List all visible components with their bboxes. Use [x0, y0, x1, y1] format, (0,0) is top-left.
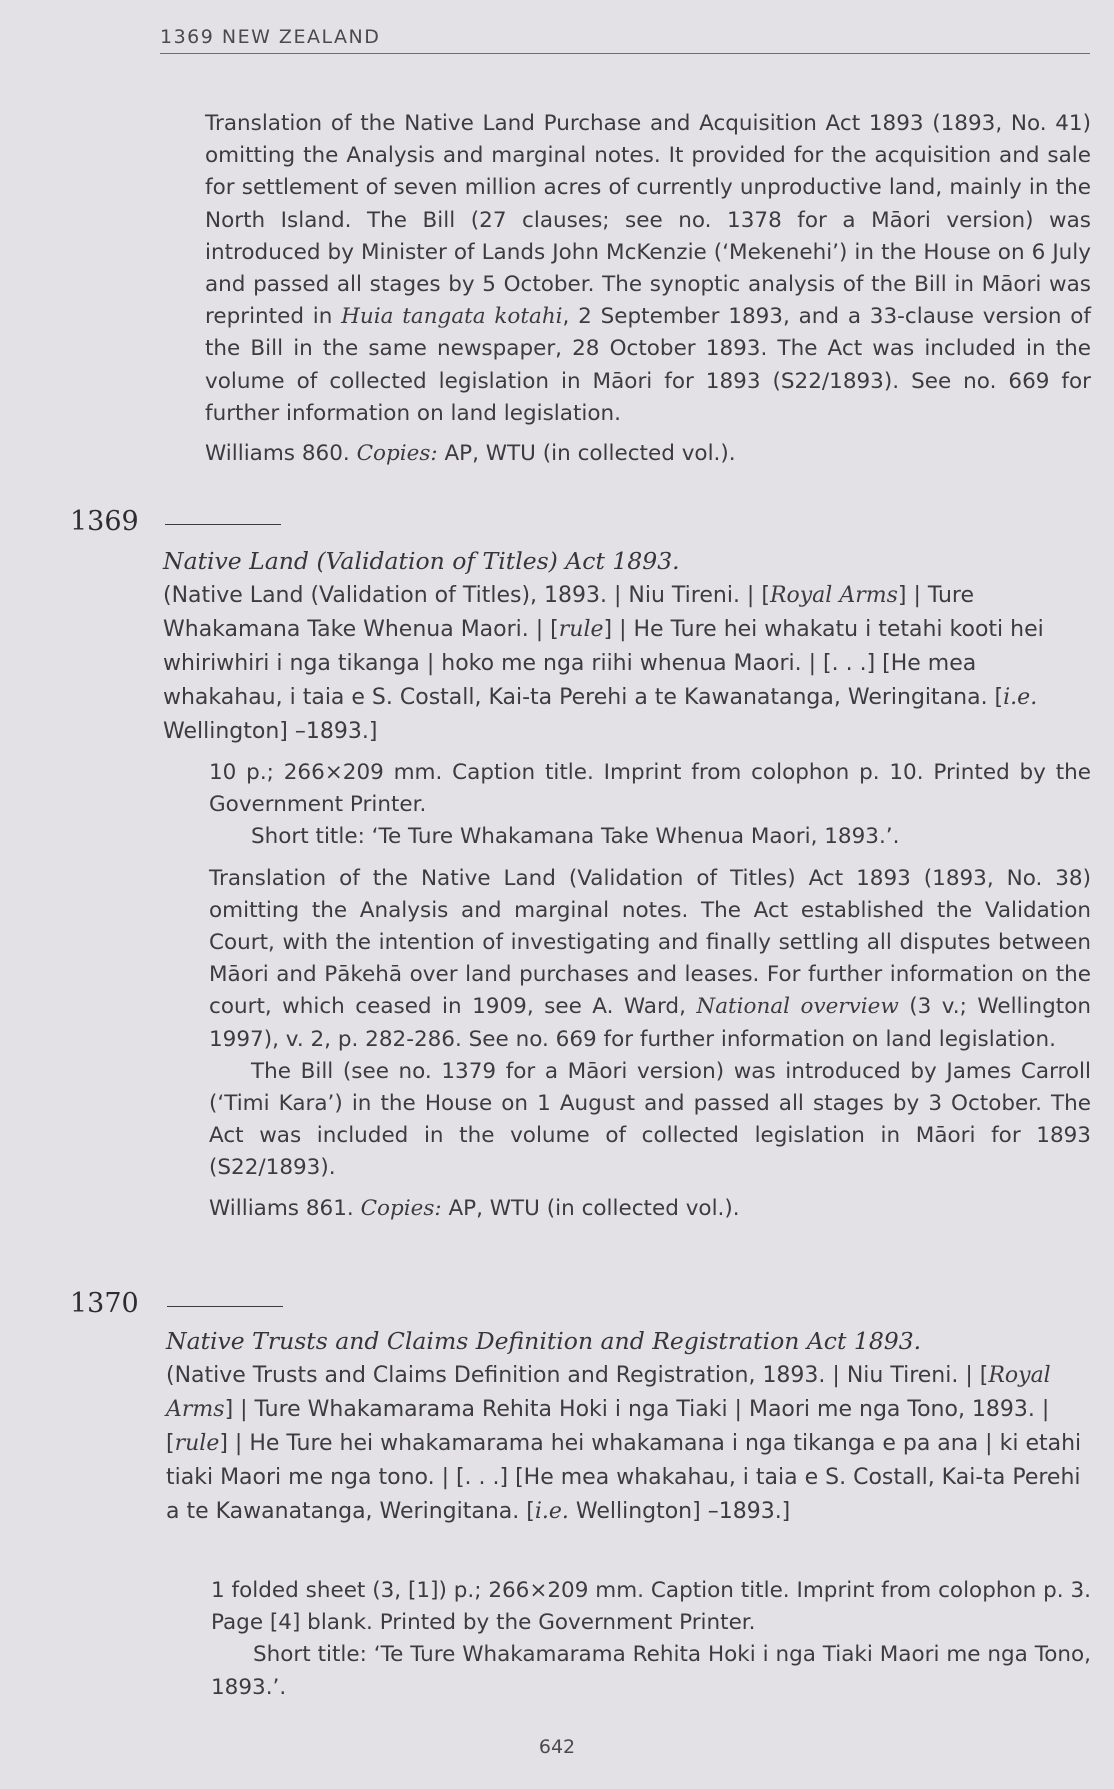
- entry-1369-citation: Williams 861. Copies: AP, WTU (in collected vol.).: [209, 1195, 740, 1221]
- entry-1369-note: Translation of the Native Land (Validation of Titles) Act 1893 (1893, No. 38) omitting the Analysis and marginal notes. The Act established the Validation Court, with the intention of investigating and finally settling all disputes between Māori and Pākehā over land purchases and leases. For further information on the court, which ceased in 1909, see A. Ward, National overview (3 v.; Wellington 1997), v. 2, p. 282-286. See no. 669 for further information on land legislation.: [209, 865, 1091, 1052]
- entry-1369-transcription: (Native Land (Validation of Titles), 1893. | Niu Tireni. | [Royal Arms] | Ture Whakamana Take Whenua Maori. | [rule] | He Ture hei whakatu i tetahi kooti hei whiriwhiri i nga tikanga | hoko me nga riihi whenua Maori. | [. . .] [He mea whakahau, i taia e S. Costall, Kai-ta Perehi a te Kawanatanga, Weringitana. [i.e. Wellington] –1893.]: [163, 583, 1044, 744]
- entry-1370-title: Native Trusts and Claims Definition and Registration Act 1893.: [166, 1327, 922, 1355]
- prev-entry-citation: Williams 860. Copies: AP, WTU (in collected vol.).: [205, 441, 736, 467]
- page-number: 642: [538, 1736, 576, 1758]
- entry-1369-short-title: Short title: ‘Te Ture Whakamana Take Whenua Maori, 1893.’.: [251, 824, 900, 850]
- entry-1370-transcription: (Native Trusts and Claims Definition and Registration, 1893. | Niu Tireni. | [Royal Arms] | Ture Whakamarama Rehita Hoki i nga Tiaki | Maori me nga Tono, 1893. | [rule] | He Ture hei whakamarama hei whakamana i nga tikanga e pa ana | ki etahi tiaki Maori me nga tono. | [. . .] [He mea whakahau, i taia e S. Costall, Kai-ta Perehi a te Kawanatanga, Weringitana. [i.e. Wellington] –1893.]: [166, 1363, 1082, 1524]
- entry-1369-physical: 10 p.; 266×209 mm. Caption title. Imprint from colophon p. 10. Printed by the Government Printer.: [209, 760, 1091, 818]
- prev-entry-note: Translation of the Native Land Purchase and Acquisition Act 1893 (1893, No. 41) omitting the Analysis and marginal notes. It provided for the acquisition and sale for settlement of seven million acres of currently unproductive land, mainly in the North Island. The Bill (27 clauses; see no. 1378 for a Māori version) was introduced by Minister of Lands John McKenzie (‘Mekenehi’) in the House on 6 July and passed all stages by 5 October. The synoptic analysis of the Bill in Māori was reprinted in Huia tangata kotahi, 2 September 1893, and a 33-clause version of the Bill in the same newspaper, 28 October 1893. The Act was included in the volume of collected legislation in Māori for 1893 (S22/1893). See no. 669 for further information on land legislation.: [205, 111, 1091, 426]
- running-head: 1369 NEW ZEALAND: [160, 26, 1090, 54]
- entry-1369-title: Native Land (Validation of Titles) Act 1893.: [163, 547, 680, 575]
- prev-entry-note-italic: Huia tangata kotahi: [341, 304, 563, 330]
- entry-1370-physical: 1 folded sheet (3, [1]) p.; 266×209 mm. Caption title. Imprint from colophon p. 3. Page [4] blank. Printed by the Government Printer.: [211, 1578, 1091, 1636]
- entry-1370-body: [166, 1325, 1091, 1529]
- prev-entry-note-block: [205, 108, 1091, 470]
- entry-1369-body: [163, 545, 1091, 749]
- entry-number-1370: 1370: [70, 1288, 139, 1319]
- entry-1370-details: [211, 1575, 1091, 1704]
- entry-1369-details: [209, 757, 1091, 1225]
- entry-rule-1370: [167, 1306, 283, 1307]
- entry-1370-short-title: Short title: ‘Te Ture Whakamarama Rehita Hoki i nga Tiaki Maori me nga Tono, 1893.’.: [211, 1642, 1091, 1700]
- entry-number-1369: 1369: [70, 506, 139, 537]
- entry-1369-note-bill: The Bill (see no. 1379 for a Māori version) was introduced by James Carroll (‘Timi Kara’) in the House on 1 August and passed all stages by 3 October. The Act was included in the volume of collected legislation in Māori for 1893 (S22/1893).: [209, 1058, 1091, 1181]
- entry-rule-1369: [165, 524, 281, 525]
